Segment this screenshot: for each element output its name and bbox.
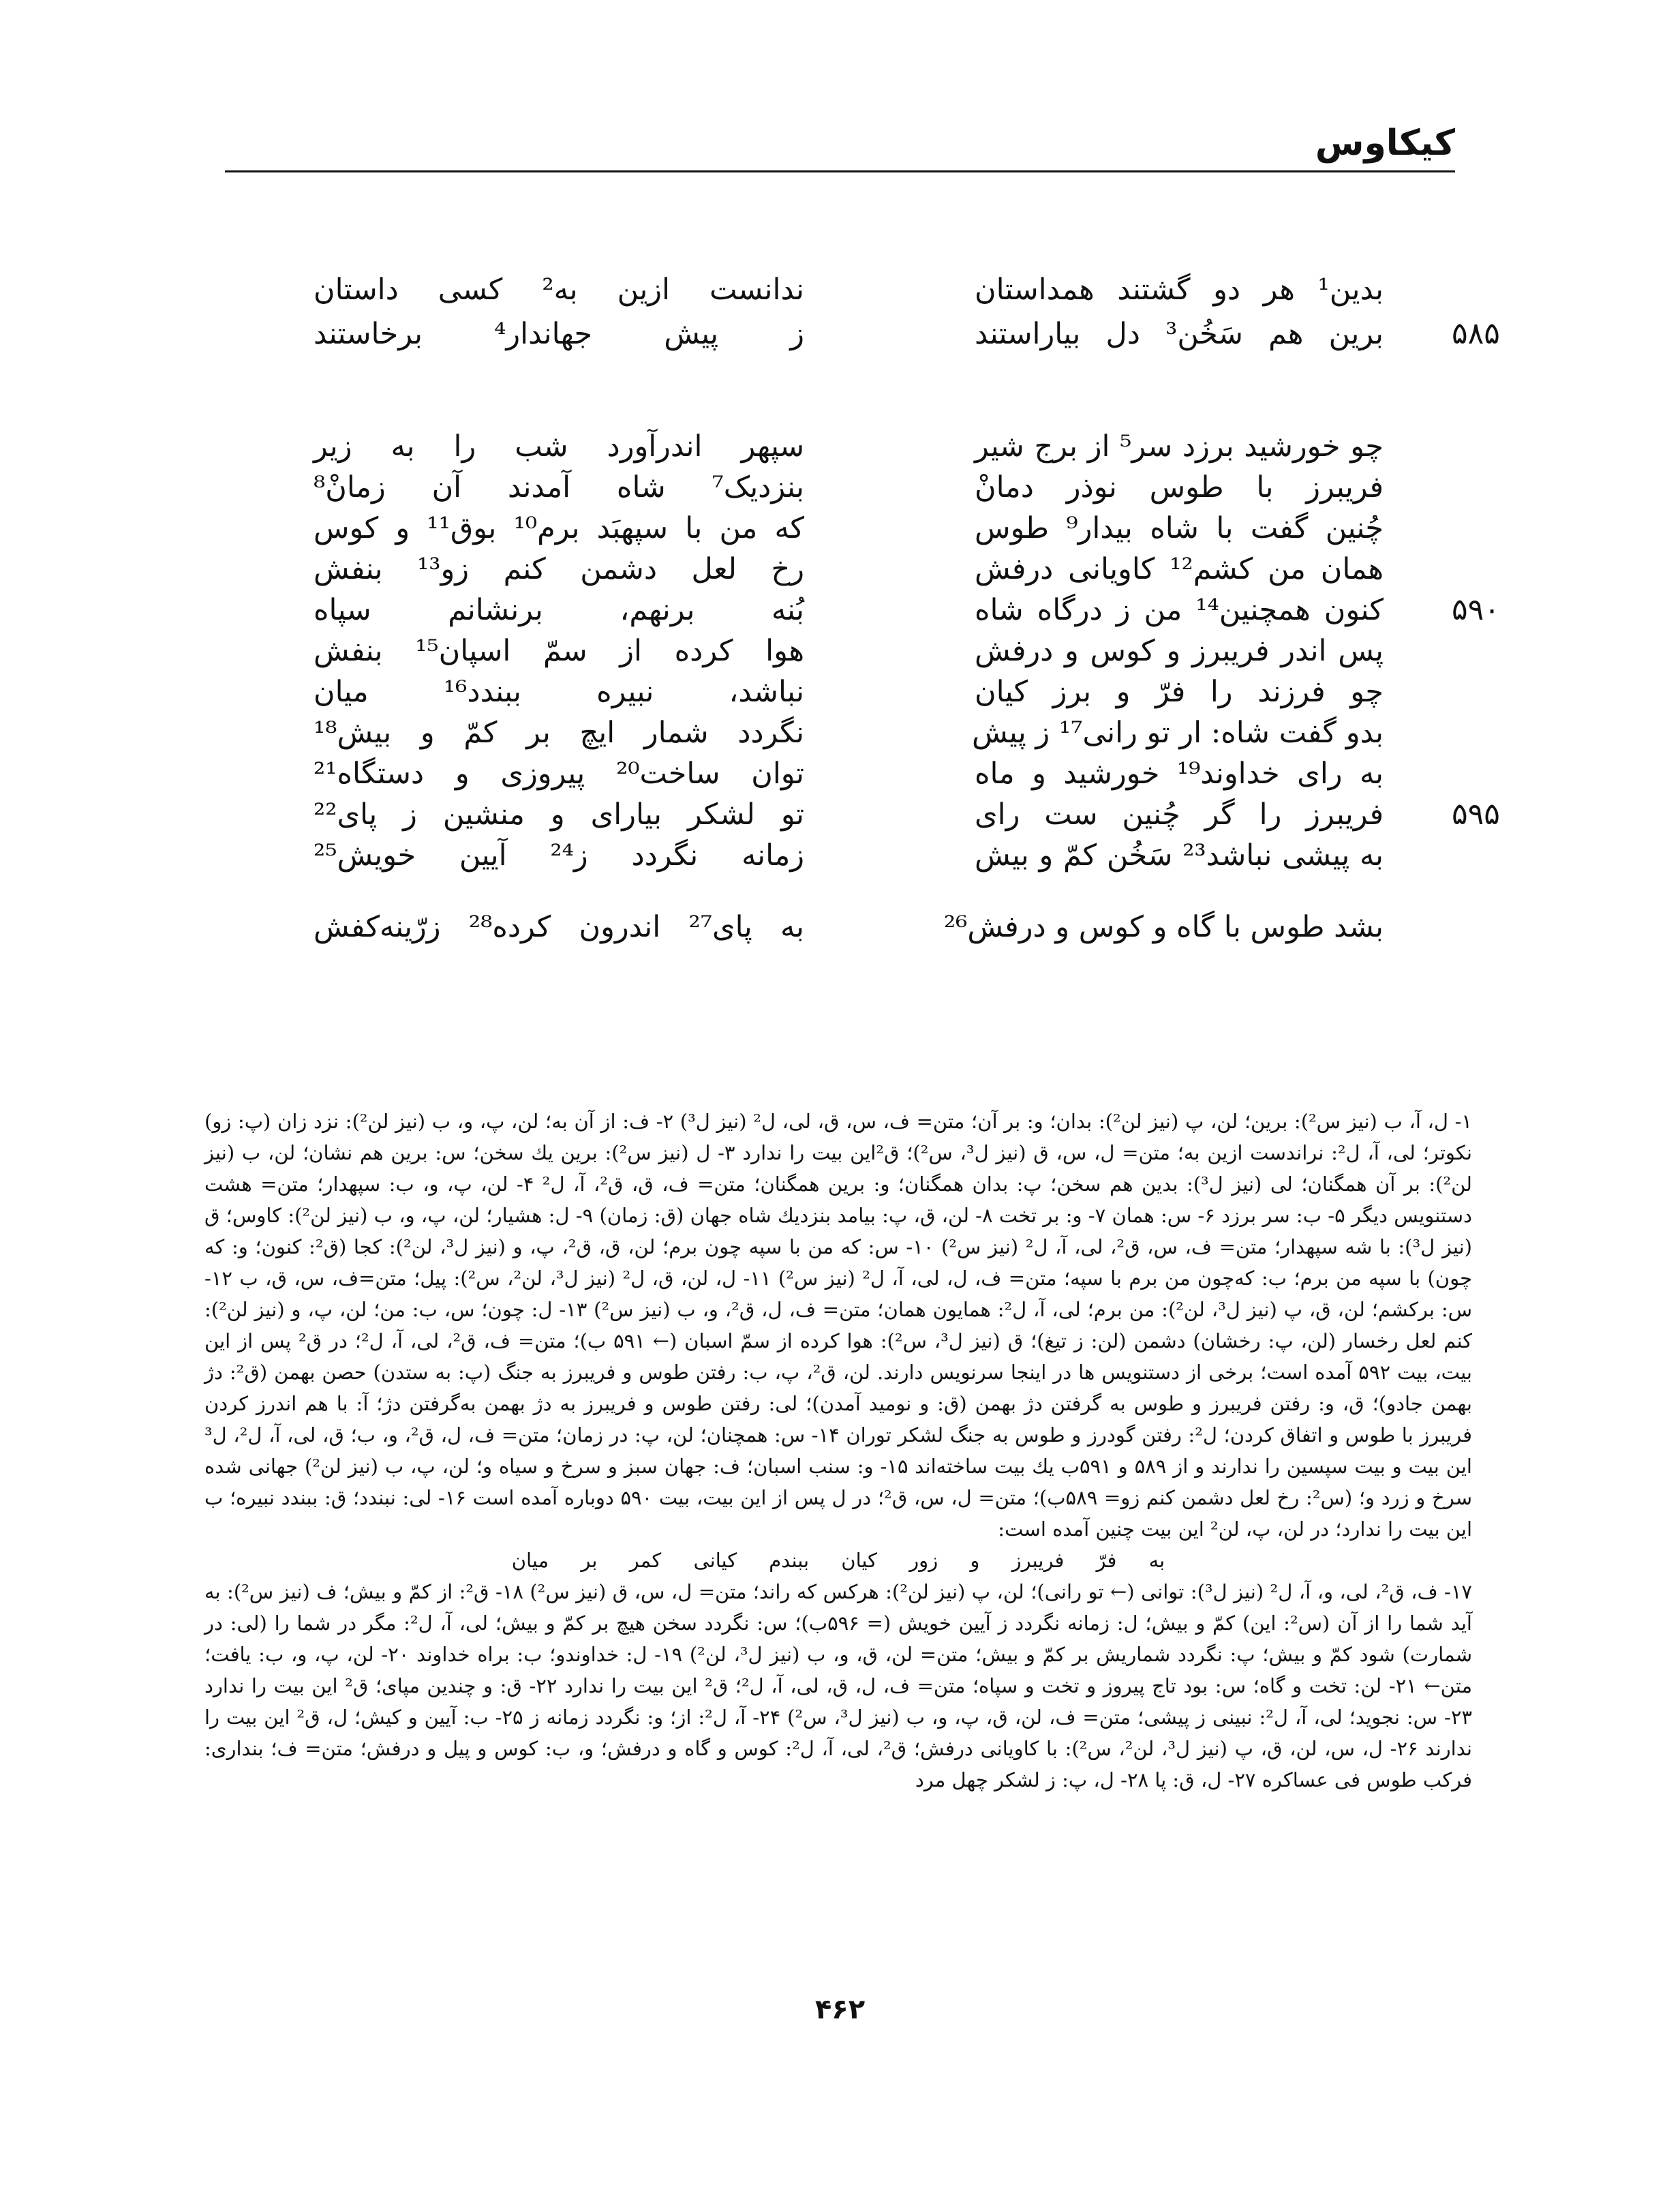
verse-number: ۵۹۵ — [1452, 797, 1500, 832]
hemistich-first: بشد طوس با گاه و کوس و درفش²⁶ — [943, 910, 1384, 944]
hemistich-first: بدین¹ هر دو گشتند همداستان — [975, 273, 1384, 307]
hemistich-first: پس اندر فریبرز و کوس و درفش — [975, 634, 1384, 668]
hemistich-second: نگردد شمار ایچ بر کمّ و بیش¹⁸ — [314, 716, 804, 750]
hemistich-first: کنون همچنین¹⁴ من ز درگاه شاه — [975, 593, 1384, 627]
hemistich-second: بُنه برنهم، برنشانم سپاه — [314, 593, 804, 627]
hemistich-first: برین هم سَخُن³ دل بیاراستند — [975, 317, 1384, 351]
hemistich-second: ندانست ازین به² کسی داستان — [314, 273, 804, 307]
hemistich-second: نباشد، نبیره ببندد¹⁶ میان — [314, 675, 805, 709]
hemistich-first: فریبرز را گر چُنین ست رای — [975, 798, 1384, 832]
page-header — [225, 123, 1455, 172]
verse-number: ۵۹۰ — [1452, 592, 1500, 627]
poem-body — [314, 269, 1513, 1046]
hemistich-first: چو خورشید برزد سر⁵ از برج شیر — [975, 429, 1384, 464]
hemistich-second: رخ لعل دشمن کنم زو¹³ بنفش — [314, 552, 804, 586]
page-number: ۴۶۲ — [814, 1994, 866, 2025]
hemistich-first: همان من کشم¹² کاویانی درفش — [975, 552, 1384, 586]
hemistich-second: سپهر اندرآورد شب را به زیر — [314, 429, 804, 464]
hemistich-second: زمانه نگردد ز²⁴ آیین خویش²⁵ — [314, 838, 804, 873]
running-head-title: کیکاوس — [1315, 123, 1455, 164]
hemistich-second: تو لشکر بیارای و منشین ز پای²² — [314, 798, 804, 832]
hemistich-second: توان ساخت²⁰ پیروزی و دستگاه²¹ — [314, 757, 804, 791]
footnotes-block-2: ۱۷- ف، ق²، لی، و، آ، ل² (نیز ل³): توانی (← تو رانی)؛ لن، پ (نیز لن²): هرکس که راند؛ متن= ل، س، ق (نیز س²) ۱۸- ق²: از کمّ و بیش؛ ف (نیز س²): به آید شما را از آن (س²: این) کمّ و بیش؛ ل: زمانه نگردد ز آیین خویش (= ۵۹۶ب)؛ س: نگردد سخن هیچ بر کمّ و بیش؛ لی، آ، ل²: مگر در شما را (لی: در شمارت) شود کمّ و بیش؛ پ: نگردد شماریش بر کمّ و بیش؛ متن= لن، ق، و، ب (نیز ل³، لن²) ۱۹- ل: خداوندو؛ ب: براه خداوند ۲۰- لن، پ، و، ب: یافت؛ متن← ۲۱- لن: تخت و گاه؛ س: بود تاج پیروز و تخت و سپاه؛ متن= ف، ل، ق، لی، آ، ل²؛ ق² این بیت را ندارد ۲۲- ق: و چندین مپای؛ ق² این بیت را ندارد ۲۳- س: نجوید؛ لی، آ، ل²: نبینی ز پیشی؛ متن= ف، لن، ق، پ، و، ب (نیز ل³، س²) ۲۴- آ، ل²: از؛ و: نگردد زمانه ز ۲۵- ب: آیین و کیش؛ ل، ق² این بیت را ندارند ۲۶- ل، س، لن، ق، پ (نیز ل³، لن²، س²): با کاویانی درفش؛ ق²، لی، آ، ل²: کوس و گاه و درفش؛ و، ب: کوس و پیل و درفش؛ متن= ف؛ بنداری: فرکب طوس فی عساکره ۲۷- ل، ق: پا ۲۸- ل، پ: ز لشکر چهل مرد — [204, 1580, 1473, 1791]
verse-number: ۵۸۵ — [1452, 316, 1500, 351]
hemistich-first: چو فرزند را فرّ و برز کیان — [975, 675, 1384, 709]
hemistich-second: ز پیش جهاندار⁴ برخاستند — [314, 317, 804, 351]
hemistich-first: فریبرز با طوس نوذر دمانْ — [975, 470, 1384, 504]
footnotes — [204, 1106, 1472, 1796]
hemistich-first: به رای خداوند¹⁹ خورشید و ماه — [975, 757, 1384, 791]
hemistich-second: بنزدیک⁷ شاه آمدند آن زمانْ⁸ — [314, 470, 804, 504]
header-rule — [225, 170, 1455, 172]
hemistich-second: که من با سپهبَد برم¹⁰ بوق¹¹ و کوس — [314, 511, 805, 545]
footnote-verse: به فرّ فریبرز و زور کیان ببندم کیانی کمر بر میان — [511, 1549, 1165, 1572]
hemistich-first: بدو گفت شاه: ار تو رانی¹⁷ ز پیش — [971, 716, 1384, 750]
hemistich-first: چُنین گفت با شاه بیدار⁹ طوس — [975, 511, 1384, 545]
hemistich-first: به پیشی نباشد²³ سَخُن کمّ و بیش — [975, 838, 1384, 873]
footnotes-block-1: ۱- ل، آ، ب (نیز س²): برین؛ لن، پ (نیز لن²): بدان؛ و: بر آن؛ متن= ف، س، ق، لی، ل² (نیز ل³) ۲- ف: از آن به؛ لن، پ، و، ب (نیز لن²): نزد زان (پ: زو) نکوتر؛ لی، آ، ل²: نراندست ازین به؛ متن= ل، س، ق (نیز ل³، س²)؛ ق²این بیت را ندارد ۳- ل (نیز س²): برین یك سخن؛ س: برین هم نشان؛ لن، ب (نیز لن²): بر آن همگنان؛ لی (نیز ل³): بدین هم سخن؛ پ: بدان همگنان؛ و: برین همگنان؛ متن= ف، ق، ق²، آ، ل² ۴- لن، پ، و، ب: سپهدار؛ متن= هشت دستنویس دیگر ۵- ب: سر برزد ۶- س: همان ۷- و: بر تخت ۸- لن، ق، پ: بیامد بنزدیك شاه جهان (ق: زمان) ۹- ل: هشیار؛ لن، پ، و، ب (نیز لن²): کاوس؛ ق (نیز ل³): با شه سپهدار؛ متن= ف، س، ق²، لی، آ، ل² (نیز س²) ۱۰- س: که من با سپه چون برم؛ لن، ق، ق²، پ، و (نیز ل³، لن²): کجا (ق²: کنون؛ و: که چون) با سپه من برم؛ ب: که‌چون من برم با سپه؛ متن= ف، ل، لی، آ، ل² (نیز س²) ۱۱- ل، لن، ق، ل² (نیز ل³، لن²، س²): پیل؛ متن=ف، س، ق، ب ۱۲- س: برکشم؛ لن، ق، پ (نیز ل³، لن²): من برم؛ لی، آ، ل²: همایون همان؛ متن= ف، ل، ق²، و، ب (نیز س²) ۱۳- ل: چون؛ س، ب: من؛ لن، پ، و (نیز لن²): کنم لعل رخسار (لن، پ: رخشان) دشمن (لن: ز تیغ)؛ ق (نیز ل³، س²): هوا کرده از سمّ اسبان (← ۵۹۱ ب)؛ متن= ف، ق²، لی، آ، ل²؛ در ق² پس از این بیت، بیت ۵۹۲ آمده است؛ برخی از دستنویس ها در اینجا سرنویس دارند. لن، ق²، پ، ب: رفتن طوس و فریبرز به جنگ (پ: به ستدن) حصن بهمن (ق²: دژ بهمن جادو)؛ ق، و: رفتن فریبرز و طوس به گرفتن دژ بهمن (ق: و نومید آمدن)؛ لی: رفتن طوس و فریبرز به دژ بهمن به‌گرفتن دژ؛ آ: با هم اندرز کردن فریبرز با طوس و اتفاق کردن؛ ل²: رفتن گودرز و طوس به جنگ لشکر توران ۱۴- س: همچنان؛ لن، پ: در زمان؛ متن= ف، ل، ق²، و، ب؛ ق، لی، آ، ل²، ل³ این بیت و بیت سپسین را ندارند و از ۵۸۹ و ۵۹۱ب یك بیت ساخته‌اند ۱۵- و: سنب اسبان؛ ف: جهان سبز و سرخ و سیاه و؛ لن، پ، ب (نیز لن²) جهانی شده سرخ و زرد و؛ (س²: رخ لعل دشمن کنم زو= ۵۸۹ب)؛ متن= ل، س، ق²؛ در ل پس از این بیت، بیت ۵۹۰ دوباره آمده است ۱۶- لی: نبندد؛ ق: ببندد نبیره؛ ب این بیت را ندارد؛ در لن، پ، لن² این بیت چنین آمده است: — [204, 1110, 1473, 1541]
hemistich-second: به پای²⁷ اندرون کرده²⁸ زرّینه‌کفش — [314, 910, 804, 944]
hemistich-second: هوا کرده از سمّ اسپان¹⁵ بنفش — [314, 634, 805, 668]
